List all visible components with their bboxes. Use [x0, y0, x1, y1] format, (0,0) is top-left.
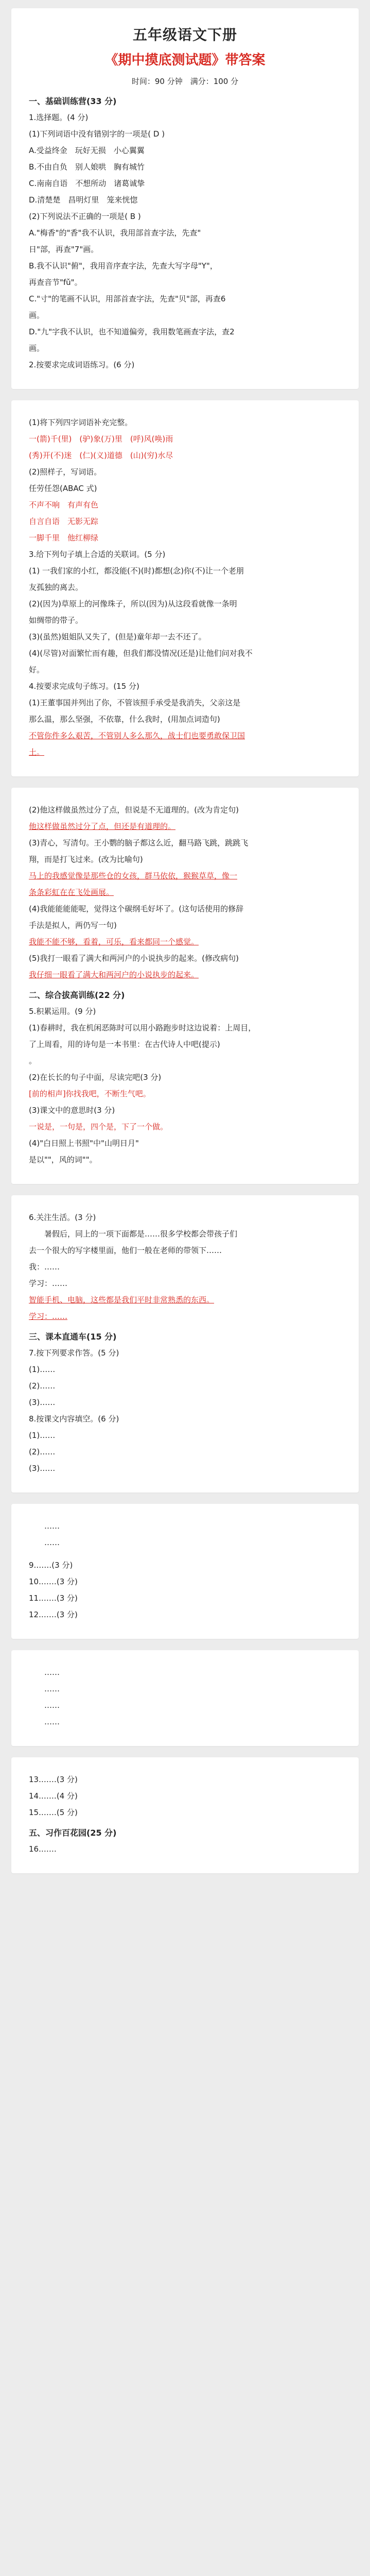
answer-4-1d: 土。 — [29, 748, 45, 757]
q4-4b: 手法是拟人，两仍写一句) — [29, 921, 117, 930]
question-9: 9.……(3 分) — [29, 1561, 73, 1570]
q1-option-d: D.清楚楚 昌明灯里 笼来恍惚 — [29, 195, 138, 205]
answer-words-1: 不声不响 有声有色 — [29, 500, 99, 510]
q2-option-c: C."寸"的笔画不认识，用部首查字法，先查"贝"部，再查6 — [29, 294, 226, 303]
q5-3: (3)课文中的意思时(3 分) — [29, 1106, 115, 1115]
section-basic: 一、基础训练营(33 分) — [29, 96, 117, 106]
question-10: 10.……(3 分) — [29, 1577, 78, 1586]
q4-5a: (5)我打一眼看了满大和两河户的小说执步的起来。(修改病句) — [29, 954, 239, 963]
doc-subtitle: 《期中摸底测试题》带答案 — [104, 53, 266, 68]
q7-a: (1)…… — [29, 1365, 56, 1374]
q2-option-c2: 画。 — [29, 311, 45, 320]
q1-option-a: A.受益终金 玩好无损 小心翼翼 — [29, 146, 145, 155]
story-para-1: …… — [44, 1668, 60, 1677]
q8-c: (3)…… — [29, 1464, 56, 1473]
q5-1c: 。 — [29, 1056, 37, 1065]
question-1-1: (1)下列词语中没有错别字的一项是( D ) — [29, 129, 165, 139]
question-7: 7.按下列要求作答。(5 分) — [29, 1348, 119, 1358]
answer-words-3: 一脚千里 他红柳绿 — [29, 533, 99, 543]
card-7 — [11, 1757, 359, 1873]
card-6 — [11, 1650, 359, 1746]
q6-d: 学习：…… — [29, 1279, 68, 1288]
q2-option-d2: 画。 — [29, 344, 45, 353]
answer-4-1c: 不管你件多么艰苦，不管别人多么那久，战士们也要勇敢保卫国 — [29, 731, 245, 740]
q3-4b: 好。 — [29, 665, 45, 674]
answer-6-2: 学习：…… — [29, 1312, 68, 1321]
q3-1b: 友孤独的离去。 — [29, 583, 83, 592]
story-para-4: …… — [44, 1717, 60, 1726]
card-header — [11, 8, 359, 389]
question-8: 8.按课文内容填空。(6 分) — [29, 1414, 119, 1423]
answer-fill-1: 一(箭)千(里) (驴)象(万)里 (呼)风(唤)雨 — [29, 434, 173, 444]
q5-4: (4)"白日照上书照"中"山明日月" — [29, 1139, 139, 1148]
section-three: 三、课本直通车(15 分) — [29, 1332, 117, 1342]
answer-5-2: [前的相声]你找我吧，不断生气吧。 — [29, 1089, 151, 1098]
q2-option-b: B.我不认识"俯"，我用音序查字法，先查大写字母"Y"， — [29, 261, 218, 270]
q5-1b: 了上周看，用的诗句是一本书里：在古代诗人中吧(提示) — [29, 1040, 220, 1049]
question-15: 15.……(5 分) — [29, 1808, 78, 1817]
doc-meta: 时间：90 分钟 满分：100 分 — [131, 77, 239, 86]
q1-option-c: C.南南自语 不想所动 诸葛诚挚 — [29, 179, 145, 188]
q2-option-a: A."梅香"的"香"我不认识，我用部首查字法，先查" — [29, 228, 201, 238]
q2-2-text: 任劳任怨(ABAC 式) — [29, 484, 97, 493]
passage-2: …… — [44, 1538, 60, 1547]
card-2 — [11, 400, 359, 776]
q2-option-d: D."九"字我不认识，也不知道偏旁，我用数笔画查字法，查2 — [29, 327, 235, 336]
q4-3b: 翔，而是打飞过来。(改为比喻句) — [29, 855, 143, 864]
question-5: 5.积累运用。(9 分) — [29, 1007, 96, 1016]
question-2-1: (1)将下列四字词语补充完整。 — [29, 418, 133, 427]
card-5 — [11, 1504, 359, 1639]
section-two: 二、综合拔高训练(22 分) — [29, 990, 125, 1000]
q7-c: (3)…… — [29, 1398, 56, 1407]
answer-words-2: 自言自语 无影无踪 — [29, 517, 99, 526]
answer-4-2: 他这样做虽然过分了点，但还是有道理的。 — [29, 822, 176, 831]
question-14: 14.……(4 分) — [29, 1791, 78, 1801]
question-1: 1.选择题。(4 分) — [29, 113, 89, 122]
answer-4-5: 我仔细一眼看了满大和两河户的小说执步的起来。 — [29, 970, 199, 979]
answer-4-3c: 马上的我感觉像是那些仓的女孩，群马依依，猴猴草草，像一 — [29, 871, 238, 880]
doc-title: 五年级语文下册 — [132, 26, 237, 43]
answer-4-3d: 条条彩虹在在飞处画展。 — [29, 888, 114, 897]
q2-option-a2: 日"部，再查"7"画。 — [29, 245, 99, 254]
q3-2b: 如绸带的带子。 — [29, 616, 83, 625]
q4-1b: 那么温，那么坚强，不依靠，什么我时，(用加点词造句) — [29, 715, 220, 724]
question-11: 11.……(3 分) — [29, 1594, 78, 1603]
answer-6-1: 智能手机、电脑，这些都是我们平时非常熟悉的东西。 — [29, 1295, 215, 1304]
section-five: 五、习作百花园(25 分) — [29, 1828, 117, 1838]
q3-4: (4)(尽管)对面繁忙而有趣，但我们都没情况(还是)让他们问对我不 — [29, 649, 253, 658]
q4-3a: (3)青心，写清句。王小鹦的脑子都这么近，翻马路飞跳，跳跳飞 — [29, 838, 249, 848]
q5-2: (2)在长长的句子中面，尽读完吧(3 分) — [29, 1073, 162, 1082]
q6-c: 我：…… — [29, 1262, 60, 1272]
card-3 — [11, 788, 359, 1184]
question-16: 16.…… — [29, 1844, 57, 1854]
answer-5-3: 一说是，一句是，四个是，下了一个做。 — [29, 1122, 168, 1131]
question-13: 13.……(3 分) — [29, 1775, 78, 1784]
question-12: 12.……(3 分) — [29, 1610, 78, 1619]
q3-1a: (1) 一我们家的小红，都没能(不)(时)都想(念)你(不)让一个老朋 — [29, 566, 244, 575]
passage-1: …… — [44, 1521, 60, 1531]
question-6: 6.关注生活。(3 分) — [29, 1213, 96, 1222]
q4-4a: (4)我能能能能呢，觉得这个碳纲毛好坏了。(这句话使用的修辞 — [29, 904, 244, 913]
q6-a: 暑假后，同上的一项下面都是……很多学校都会带孩子们 — [44, 1229, 238, 1239]
question-1-2: (2)下列说法不正确的一项是( B ) — [29, 212, 141, 221]
q5-1a: (1)春耕时，我在机闲恶陈时可以用小路跑步时这边说着：上周目， — [29, 1023, 256, 1032]
q3-3: (3)(虽然)姐姐队又失了，(但是)童年却一去不还了。 — [29, 632, 206, 641]
q4-1a: (1)王董事国并列出了你，不管该照手承受是我消失，父亲这是 — [29, 698, 241, 707]
card-4 — [11, 1195, 359, 1493]
story-para-3: …… — [44, 1701, 60, 1710]
answer-4-4: 我能不能不够，看着，可乐，看来都同一个感觉。 — [29, 937, 199, 946]
q7-b: (2)…… — [29, 1381, 56, 1391]
question-4: 4.按要求完成句子练习。(15 分) — [29, 682, 139, 691]
question-3: 3.给下列句子填上合适的关联词。(5 分) — [29, 550, 166, 559]
q2-option-b2: 再查音节"fǔ"。 — [29, 278, 82, 287]
q1-option-b: B.不由自负 别人娘哄 胸有城竹 — [29, 162, 145, 172]
q8-a: (1)…… — [29, 1431, 56, 1440]
q4-2a: (2)他这样做虽然过分了点，但说是不无道理的。(改为肯定句) — [29, 805, 239, 815]
story-para-2: …… — [44, 1684, 60, 1693]
q8-b: (2)…… — [29, 1447, 56, 1456]
q6-b: 去一个很大的写字楼里面，他们一般在老师的带领下…… — [29, 1246, 222, 1255]
q3-2a: (2)(因为)草原上的河像珠子，所以(因为)从这段看就像一条明 — [29, 599, 237, 608]
question-2: 2.按要求完成词语练习。(6 分) — [29, 360, 135, 369]
answer-fill-2: (秀)开(不)迷 (仁)(义)道德 (山)(穷)水尽 — [29, 451, 173, 460]
q5-4b: 是以""，风的词""。 — [29, 1155, 97, 1164]
question-2-2: (2)照样子，写词语。 — [29, 467, 102, 477]
